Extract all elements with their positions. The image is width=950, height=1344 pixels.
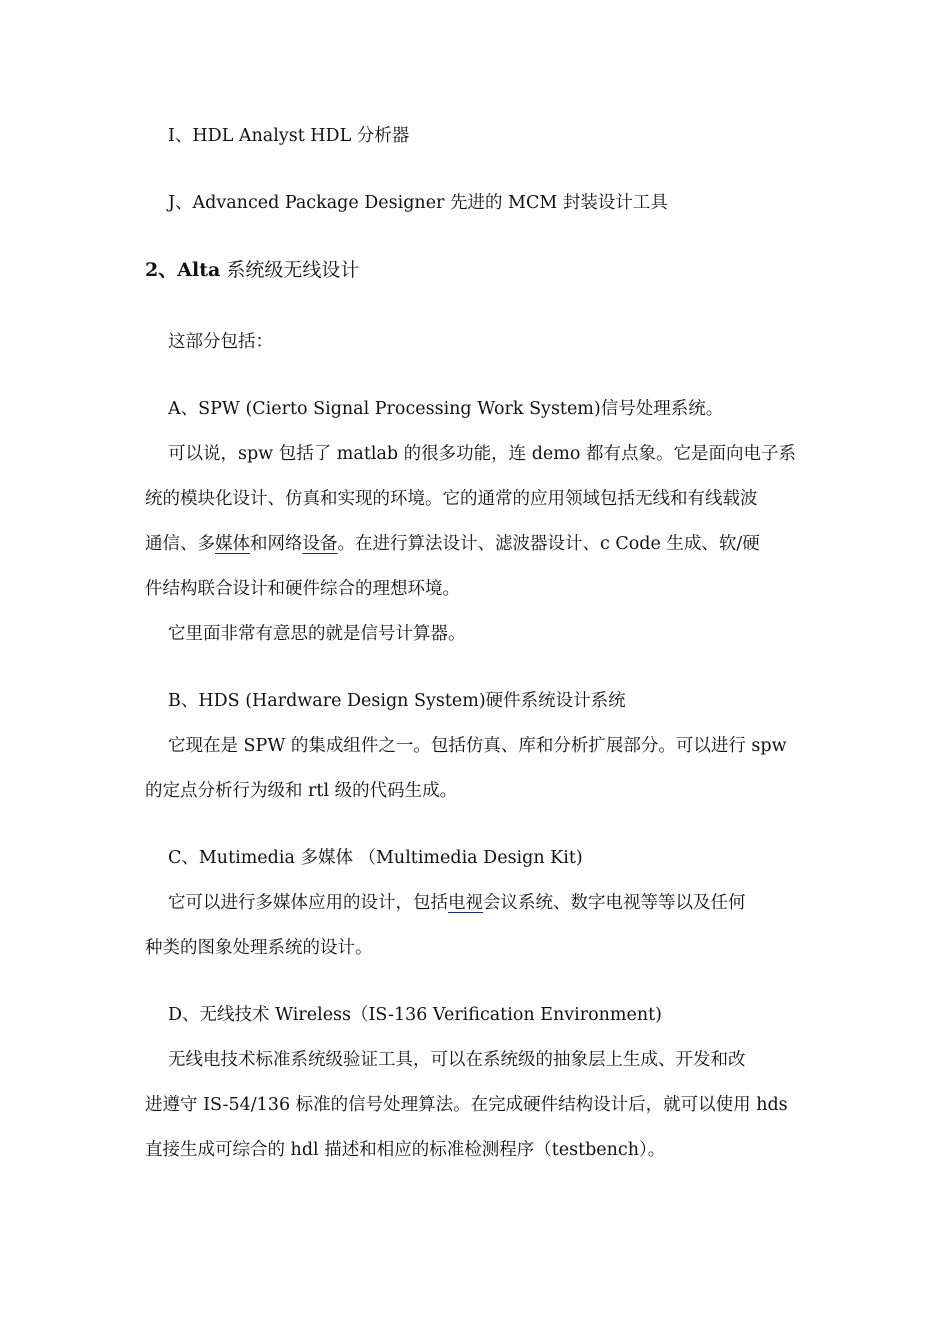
section-number: 2、	[145, 259, 178, 281]
item-a-paragraph-line: 可以说，spw 包括了 matlab 的很多功能，连 demo 都有点象。它是面向电子系	[168, 444, 796, 464]
section-intro: 这部分包括：	[168, 332, 273, 352]
section-title-rest: 系统级无线设计	[220, 259, 360, 281]
item-d-paragraph-line: 进遵守 IS-54/136 标准的信号处理算法。在完成硬件结构设计后，就可以使用 hds	[145, 1095, 788, 1115]
link-tv[interactable]: 电视	[448, 893, 483, 913]
text-span: 。在进行算法设计、滤波器设计、c Code 生成、软/硬	[337, 534, 760, 554]
item-i: I、HDL Analyst HDL 分析器	[168, 126, 410, 146]
item-a-paragraph-line: 统的模块化设计、仿真和实现的环境。它的通常的应用领域包括无线和有线载波	[145, 489, 758, 509]
item-a-paragraph-line: 件结构联合设计和硬件综合的理想环境。	[145, 579, 460, 599]
section-title-bold: Alta	[177, 259, 221, 281]
item-b-paragraph-line: 它现在是 SPW 的集成组件之一。包括仿真、库和分析扩展部分。可以进行 spw	[168, 736, 787, 756]
section-heading	[145, 258, 359, 282]
item-d-paragraph-line: 无线电技术标准系统级验证工具，可以在系统级的抽象层上生成、开发和改	[168, 1050, 746, 1070]
item-b-paragraph-line: 的定点分析行为级和 rtl 级的代码生成。	[145, 781, 458, 801]
item-b-title: B、HDS (Hardware Design System)硬件系统设计系统	[168, 691, 626, 711]
text-span: 会议系统、数字电视等等以及任何	[483, 893, 746, 913]
item-c-title: C、Mutimedia 多媒体 （Multimedia Design Kit)	[168, 848, 583, 868]
item-d-title: D、无线技术 Wireless（IS-136 Verification Environment)	[168, 1005, 662, 1025]
item-d-paragraph-line: 直接生成可综合的 hdl 描述和相应的标准检测程序（testbench）。	[145, 1140, 666, 1160]
item-a-paragraph-line	[145, 532, 760, 556]
item-a-title: A、SPW (Cierto Signal Processing Work System)信号处理系统。	[168, 399, 724, 419]
text-span: 通信、多	[145, 534, 215, 554]
link-equipment[interactable]: 设备	[302, 534, 338, 554]
text-span: 它可以进行多媒体应用的设计，包括	[168, 893, 448, 913]
link-media[interactable]: 媒体	[215, 534, 250, 554]
item-c-paragraph-line	[168, 891, 746, 915]
item-j: J、Advanced Package Designer 先进的 MCM 封装设计工具	[168, 193, 668, 213]
item-a-paragraph-2: 它里面非常有意思的就是信号计算器。	[168, 624, 466, 644]
text-span: 和网络	[250, 534, 303, 554]
item-c-paragraph-line: 种类的图象处理系统的设计。	[145, 938, 373, 958]
